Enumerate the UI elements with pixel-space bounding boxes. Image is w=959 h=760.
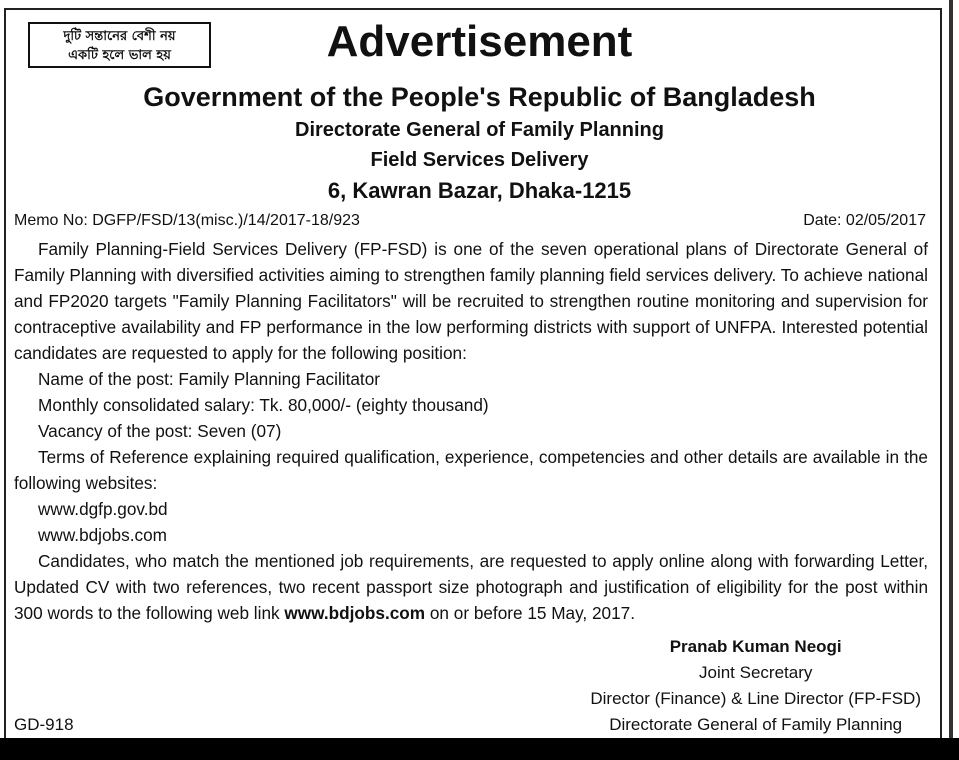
memo-date: Date: 02/05/2017 xyxy=(803,212,926,229)
terms-paragraph: Terms of Reference explaining required qualification, experience, competencies and other details are available in the following websites: xyxy=(14,447,928,493)
salary-info: Monthly consolidated salary: Tk. 80,000/- (eighty thousand) xyxy=(38,395,489,415)
apply-text-1: Candidates, who match the mentioned job requirements, are requested to apply online along with forwarding Letter, Updated CV with two references, two recent passport size photograph and justification of eligibility for the post within 300 words to the following web link xyxy=(14,551,928,623)
signatory-title-3: Directorate General of Family Planning xyxy=(609,715,903,734)
directorate-heading: Directorate General of Family Planning xyxy=(295,119,664,141)
department-heading: Field Services Delivery xyxy=(370,149,589,171)
signatory-name: Pranab Kuman Neogi xyxy=(669,637,842,656)
memo-number: Memo No: DGFP/FSD/13(misc.)/14/2017-18/923 xyxy=(14,212,360,229)
advertisement-body xyxy=(14,236,928,626)
website-link-bdjobs[interactable]: www.bdjobs.com xyxy=(38,525,167,545)
vacancy-info: Vacancy of the post: Seven (07) xyxy=(38,421,282,441)
signature-block xyxy=(590,634,921,738)
signatory-title-2: Director (Finance) & Line Director (FP-FSD) xyxy=(590,689,921,708)
page-title: Advertisement xyxy=(326,17,633,66)
government-heading: Government of the People's Republic of Bangladesh xyxy=(143,82,816,112)
apply-text-2: on or before 15 May, 2017. xyxy=(425,603,635,623)
gd-code: GD-918 xyxy=(14,715,74,734)
slogan-line-1: দুটি সন্তানের বেশী নয় xyxy=(63,29,176,44)
post-name: Name of the post: Family Planning Facilitator xyxy=(38,369,380,389)
signatory-title-1: Joint Secretary xyxy=(698,663,813,682)
apply-web-link[interactable]: www.bdjobs.com xyxy=(284,603,426,623)
slogan-line-2: একটি হলে ভাল হয় xyxy=(68,48,171,63)
page-edge-divider xyxy=(949,0,953,738)
address-heading: 6, Kawran Bazar, Dhaka-1215 xyxy=(327,178,632,203)
apply-paragraph xyxy=(14,548,928,626)
website-link-dgfp[interactable]: www.dgfp.gov.bd xyxy=(38,499,168,519)
intro-paragraph: Family Planning-Field Services Delivery (FP-FSD) is one of the seven operational plans of Directorate General of Family Planning with diversified activities aiming to strengthen family planning field services delivery. To achieve national and FP2020 targets "Family Planning Facilitators" will be recruited to strengthen routine monitoring and supervision for contraceptive availability and FP performance in the low performing districts with support of UNFPA. Interested potential candidates are requested to apply for the following position: xyxy=(14,239,928,363)
